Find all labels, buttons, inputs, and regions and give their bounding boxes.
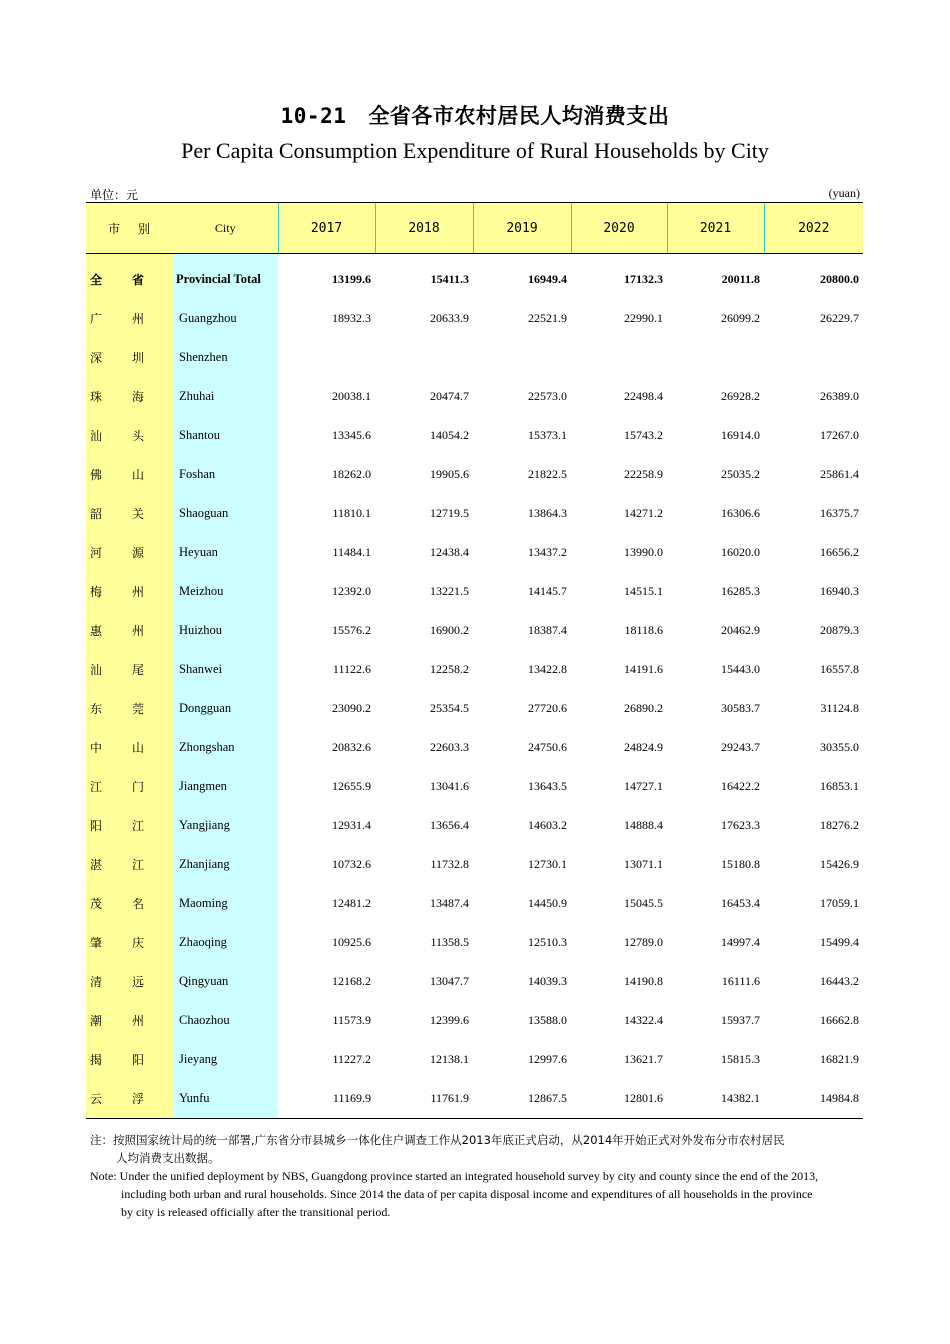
- city-cn-char1: 汕: [90, 663, 103, 677]
- value-cell: 14888.4: [624, 818, 663, 832]
- table-row: [86, 845, 863, 884]
- city-en-cell: Zhuhai: [173, 377, 278, 416]
- city-cn-cell: [86, 1001, 173, 1040]
- value-cell: 11761.9: [375, 1079, 473, 1119]
- value-cell: 14984.8: [764, 1079, 863, 1119]
- table-row: [86, 338, 863, 377]
- value-cell: 20474.7: [430, 389, 469, 403]
- value-cell: 17132.3: [624, 272, 663, 286]
- value-cell: 14515.1: [624, 584, 663, 598]
- city-en-cell: Dongguan: [173, 689, 278, 728]
- value-cell: 15576.2: [332, 623, 371, 637]
- city-cn-char2: 浮: [132, 1092, 145, 1106]
- city-en-cell: Chaozhou: [173, 1001, 278, 1040]
- value-cell: 29243.7: [721, 740, 760, 754]
- value-cell: 16940.3: [820, 584, 859, 598]
- table-number: 10-21: [280, 104, 347, 128]
- city-cn-char2: 省: [132, 273, 145, 287]
- value-cell: [571, 338, 667, 377]
- city-en-cell: Zhaoqing: [173, 923, 278, 962]
- city-en-cell: Jieyang: [173, 1040, 278, 1079]
- city-cn-cell: [86, 572, 173, 611]
- city-cn-char2: 圳: [132, 351, 145, 365]
- table-row: [86, 962, 863, 1001]
- value-cell: 16656.2: [820, 545, 859, 559]
- value-cell: 16557.8: [820, 662, 859, 676]
- page-title-cn: [0, 100, 950, 130]
- city-cn-char2: 关: [132, 507, 145, 521]
- city-cn-char1: 珠: [90, 390, 103, 404]
- value-cell: [375, 338, 473, 377]
- value-cell: 20879.3: [820, 623, 859, 637]
- city-en-cell: Shanwei: [173, 650, 278, 689]
- city-cn-cell: [86, 845, 173, 884]
- city-en-cell: Yunfu: [173, 1079, 278, 1119]
- city-en-cell: Jiangmen: [173, 767, 278, 806]
- value-cell: 16375.7: [820, 506, 859, 520]
- value-cell: 24750.6: [528, 740, 567, 754]
- value-cell: 13621.7: [624, 1052, 663, 1066]
- table-row: [86, 494, 863, 533]
- value-cell: 12719.5: [430, 506, 469, 520]
- value-cell: 16821.9: [820, 1052, 859, 1066]
- value-cell: 18932.3: [332, 311, 371, 325]
- value-cell: 14145.7: [528, 584, 567, 598]
- value-cell: 12730.1: [528, 857, 567, 871]
- value-cell: 13221.5: [430, 584, 469, 598]
- value-cell: 25354.5: [430, 701, 469, 715]
- value-cell: 20800.0: [820, 272, 859, 286]
- city-cn-char1: 梅: [90, 585, 103, 599]
- city-en-cell: Shaoguan: [173, 494, 278, 533]
- table-row: [86, 416, 863, 455]
- city-cn-char2: 江: [132, 858, 145, 872]
- value-cell: 12138.1: [430, 1052, 469, 1066]
- city-en-cell: Shantou: [173, 416, 278, 455]
- note-en: [90, 1167, 870, 1221]
- city-en-cell: Foshan: [173, 455, 278, 494]
- value-cell: 13345.6: [332, 428, 371, 442]
- value-cell: 22498.4: [624, 389, 663, 403]
- table-row: [86, 299, 863, 338]
- value-cell: 10925.6: [332, 935, 371, 949]
- city-cn-char1: 广: [90, 312, 103, 326]
- city-cn-cell: [86, 611, 173, 650]
- value-cell: 20633.9: [430, 311, 469, 325]
- header-year: 2021: [667, 203, 764, 254]
- value-cell: 12867.5: [473, 1079, 571, 1119]
- value-cell: 19905.6: [430, 467, 469, 481]
- value-cell: 20832.6: [332, 740, 371, 754]
- city-cn-char2: 门: [132, 780, 145, 794]
- note-cn-line2: 人均消费支出数据。: [116, 1151, 220, 1165]
- city-cn-cell: [86, 377, 173, 416]
- value-cell: 12399.6: [430, 1013, 469, 1027]
- value-cell: 12510.3: [528, 935, 567, 949]
- value-cell: 16949.4: [528, 272, 567, 286]
- value-cell: 11169.9: [278, 1079, 375, 1119]
- note-en-line2: including both urban and rural households. Since 2014 the data of per capita disposal income and expenditures of all households in the province: [121, 1187, 813, 1201]
- city-cn-char2: 山: [132, 468, 145, 482]
- city-cn-char1: 韶: [90, 507, 103, 521]
- value-cell: 15443.0: [721, 662, 760, 676]
- city-cn-char1: 中: [90, 741, 103, 755]
- city-en-cell: Provincial Total: [173, 260, 278, 299]
- table-row: [86, 1040, 863, 1079]
- value-cell: 20038.1: [332, 389, 371, 403]
- value-cell: 16853.1: [820, 779, 859, 793]
- table-row: [86, 884, 863, 923]
- value-cell: 15743.2: [624, 428, 663, 442]
- value-cell: 11573.9: [332, 1013, 371, 1027]
- value-cell: 13437.2: [528, 545, 567, 559]
- value-cell: 15937.7: [721, 1013, 760, 1027]
- table-row: [86, 650, 863, 689]
- city-cn-cell: [86, 884, 173, 923]
- header-year: 2022: [764, 203, 863, 254]
- city-cn-char1: 全: [90, 273, 103, 287]
- city-cn-cell: [86, 1040, 173, 1079]
- value-cell: 11484.1: [332, 545, 371, 559]
- value-cell: 26890.2: [624, 701, 663, 715]
- value-cell: 12438.4: [430, 545, 469, 559]
- value-cell: 12258.2: [430, 662, 469, 676]
- city-cn-char2: 名: [132, 897, 145, 911]
- value-cell: 11810.1: [332, 506, 371, 520]
- city-en-cell: Qingyuan: [173, 962, 278, 1001]
- table-row: [86, 260, 863, 299]
- city-cn-cell: [86, 416, 173, 455]
- value-cell: 13487.4: [430, 896, 469, 910]
- title-cn-text: 全省各市农村居民人均消费支出: [368, 104, 670, 128]
- table-row: [86, 689, 863, 728]
- city-cn-char2: 州: [132, 312, 145, 326]
- value-cell: 11122.6: [332, 662, 371, 676]
- value-cell: 17059.1: [820, 896, 859, 910]
- city-cn-cell: [86, 650, 173, 689]
- value-cell: 12655.9: [332, 779, 371, 793]
- value-cell: 12931.4: [332, 818, 371, 832]
- table-row: [86, 572, 863, 611]
- city-cn-char1: 佛: [90, 468, 103, 482]
- value-cell: 26389.0: [820, 389, 859, 403]
- value-cell: 16443.2: [820, 974, 859, 988]
- value-cell: 18276.2: [820, 818, 859, 832]
- city-en-cell: Yangjiang: [173, 806, 278, 845]
- table-row: [86, 806, 863, 845]
- value-cell: 11227.2: [332, 1052, 371, 1066]
- value-cell: 13041.6: [430, 779, 469, 793]
- value-cell: 30583.7: [721, 701, 760, 715]
- city-en-cell: Zhongshan: [173, 728, 278, 767]
- city-cn-cell: [86, 806, 173, 845]
- value-cell: 27720.6: [528, 701, 567, 715]
- table-row: [86, 1079, 863, 1119]
- city-en-cell: Shenzhen: [173, 338, 278, 377]
- city-en-cell: Meizhou: [173, 572, 278, 611]
- value-cell: 12997.6: [528, 1052, 567, 1066]
- city-cn-char2: 尾: [132, 663, 145, 677]
- value-cell: 22521.9: [528, 311, 567, 325]
- value-cell: 12801.6: [571, 1079, 667, 1119]
- value-cell: 16111.6: [721, 974, 760, 988]
- city-cn-char1: 揭: [90, 1053, 103, 1067]
- value-cell: 25035.2: [721, 467, 760, 481]
- value-cell: 15499.4: [820, 935, 859, 949]
- city-cn-cell: [86, 1079, 173, 1119]
- value-cell: 13656.4: [430, 818, 469, 832]
- value-cell: 20011.8: [721, 272, 760, 286]
- city-cn-char2: 莞: [132, 702, 145, 716]
- value-cell: 13047.7: [430, 974, 469, 988]
- city-en-cell: Zhanjiang: [173, 845, 278, 884]
- note-cn-line1: 注：按照国家统计局的统一部署,广东省分市县城乡一体化住户调查工作从2013年底正式启动，从2014年开始正式对外发布分市农村居民: [90, 1133, 785, 1147]
- city-cn-cell: [86, 494, 173, 533]
- data-table: [86, 202, 863, 1119]
- value-cell: 22573.0: [528, 389, 567, 403]
- table-row: [86, 728, 863, 767]
- note-en-line3: by city is released officially after the transitional period.: [121, 1205, 391, 1219]
- city-cn-char1: 云: [90, 1092, 103, 1106]
- value-cell: 18262.0: [332, 467, 371, 481]
- header-city-en: City: [173, 203, 278, 254]
- value-cell: 14039.3: [528, 974, 567, 988]
- value-cell: 16306.6: [721, 506, 760, 520]
- city-cn-char1: 江: [90, 780, 103, 794]
- city-cn-char2: 山: [132, 741, 145, 755]
- value-cell: 17267.0: [820, 428, 859, 442]
- table-row: [86, 923, 863, 962]
- value-cell: 21822.5: [528, 467, 567, 481]
- value-cell: 16422.2: [721, 779, 760, 793]
- value-cell: 26099.2: [721, 311, 760, 325]
- value-cell: 14191.6: [624, 662, 663, 676]
- city-cn-char1: 深: [90, 351, 103, 365]
- header-row: [86, 203, 863, 254]
- value-cell: 18387.4: [528, 623, 567, 637]
- city-cn-char1: 汕: [90, 429, 103, 443]
- city-cn-char2: 庆: [132, 936, 145, 950]
- city-cn-char2: 源: [132, 546, 145, 560]
- city-cn-cell: [86, 962, 173, 1001]
- city-cn-char2: 州: [132, 1014, 145, 1028]
- city-cn-cell: [86, 689, 173, 728]
- table-row: [86, 377, 863, 416]
- city-cn-char1: 清: [90, 975, 103, 989]
- value-cell: 16020.0: [721, 545, 760, 559]
- city-cn-cell: [86, 533, 173, 572]
- value-cell: [473, 338, 571, 377]
- value-cell: 13643.5: [528, 779, 567, 793]
- city-en-cell: Huizhou: [173, 611, 278, 650]
- value-cell: 17623.3: [721, 818, 760, 832]
- value-cell: 22258.9: [624, 467, 663, 481]
- value-cell: 14997.4: [721, 935, 760, 949]
- value-cell: 14190.8: [624, 974, 663, 988]
- city-en-cell: Maoming: [173, 884, 278, 923]
- city-cn-cell: [86, 338, 173, 377]
- value-cell: 13588.0: [528, 1013, 567, 1027]
- value-cell: [667, 338, 764, 377]
- value-cell: 12789.0: [624, 935, 663, 949]
- unit-label-cn: 单位：元: [90, 188, 139, 202]
- value-cell: 10732.6: [332, 857, 371, 871]
- city-cn-char1: 阳: [90, 819, 103, 833]
- value-cell: 11732.8: [430, 857, 469, 871]
- city-cn-char2: 头: [132, 429, 145, 443]
- value-cell: 24824.9: [624, 740, 663, 754]
- value-cell: 14271.2: [624, 506, 663, 520]
- value-cell: 12392.0: [332, 584, 371, 598]
- note-en-line1: Note: Under the unified deployment by NBS, Guangdong province started an integrated household survey by city and county since the end of the 2013,: [90, 1169, 819, 1183]
- value-cell: 16453.4: [721, 896, 760, 910]
- value-cell: 25861.4: [820, 467, 859, 481]
- value-cell: 12481.2: [332, 896, 371, 910]
- value-cell: 16914.0: [721, 428, 760, 442]
- value-cell: 26229.7: [820, 311, 859, 325]
- header-year: 2020: [571, 203, 667, 254]
- value-cell: 12168.2: [332, 974, 371, 988]
- table-row: [86, 611, 863, 650]
- city-en-cell: Guangzhou: [173, 299, 278, 338]
- value-cell: 14054.2: [430, 428, 469, 442]
- table-row: [86, 1001, 863, 1040]
- value-cell: 20462.9: [721, 623, 760, 637]
- header-year: 2017: [278, 203, 375, 254]
- value-cell: 15426.9: [820, 857, 859, 871]
- page-title-en: Per Capita Consumption Expenditure of Rural Households by City: [181, 138, 769, 163]
- value-cell: 22603.3: [430, 740, 469, 754]
- value-cell: 16285.3: [721, 584, 760, 598]
- value-cell: 22990.1: [624, 311, 663, 325]
- city-cn-char2: 远: [132, 975, 145, 989]
- city-cn-char2: 江: [132, 819, 145, 833]
- header-year: 2019: [473, 203, 571, 254]
- city-cn-cell: [86, 767, 173, 806]
- city-cn-cell: [86, 728, 173, 767]
- value-cell: 15180.8: [721, 857, 760, 871]
- city-cn-cell: [86, 299, 173, 338]
- value-cell: 26928.2: [721, 389, 760, 403]
- value-cell: 14603.2: [528, 818, 567, 832]
- value-cell: 30355.0: [820, 740, 859, 754]
- value-cell: 14382.1: [667, 1079, 764, 1119]
- value-cell: 16900.2: [430, 623, 469, 637]
- header-city-cn: 市别: [86, 203, 173, 254]
- table-row: [86, 455, 863, 494]
- value-cell: 11358.5: [430, 935, 469, 949]
- value-cell: 15373.1: [528, 428, 567, 442]
- city-cn-char2: 阳: [132, 1053, 145, 1067]
- value-cell: [764, 338, 863, 377]
- city-cn-cell: [86, 260, 173, 299]
- unit-label-en: (yuan): [828, 186, 860, 200]
- city-cn-char2: 海: [132, 390, 145, 404]
- city-cn-char1: 湛: [90, 858, 103, 872]
- value-cell: 23090.2: [332, 701, 371, 715]
- value-cell: 14322.4: [624, 1013, 663, 1027]
- value-cell: 15045.5: [624, 896, 663, 910]
- city-cn-char2: 州: [132, 585, 145, 599]
- city-cn-char1: 肇: [90, 936, 103, 950]
- note-cn: [90, 1131, 870, 1167]
- city-cn-char1: 东: [90, 702, 103, 716]
- city-cn-char1: 河: [90, 546, 103, 560]
- value-cell: 15815.3: [721, 1052, 760, 1066]
- value-cell: 14727.1: [624, 779, 663, 793]
- header-year: 2018: [375, 203, 473, 254]
- table-row: [86, 767, 863, 806]
- city-cn-char2: 州: [132, 624, 145, 638]
- city-cn-char1: 潮: [90, 1014, 103, 1028]
- city-cn-cell: [86, 923, 173, 962]
- value-cell: [278, 338, 375, 377]
- value-cell: 13199.6: [332, 272, 371, 286]
- value-cell: 13864.3: [528, 506, 567, 520]
- city-cn-char1: 茂: [90, 897, 103, 911]
- value-cell: 13422.8: [528, 662, 567, 676]
- value-cell: 16662.8: [820, 1013, 859, 1027]
- table-row: [86, 533, 863, 572]
- city-cn-char1: 惠: [90, 624, 103, 638]
- value-cell: 13990.0: [624, 545, 663, 559]
- value-cell: 18118.6: [624, 623, 663, 637]
- value-cell: 15411.3: [430, 272, 469, 286]
- city-en-cell: Heyuan: [173, 533, 278, 572]
- value-cell: 14450.9: [528, 896, 567, 910]
- value-cell: 13071.1: [624, 857, 663, 871]
- city-cn-cell: [86, 455, 173, 494]
- value-cell: 31124.8: [820, 701, 859, 715]
